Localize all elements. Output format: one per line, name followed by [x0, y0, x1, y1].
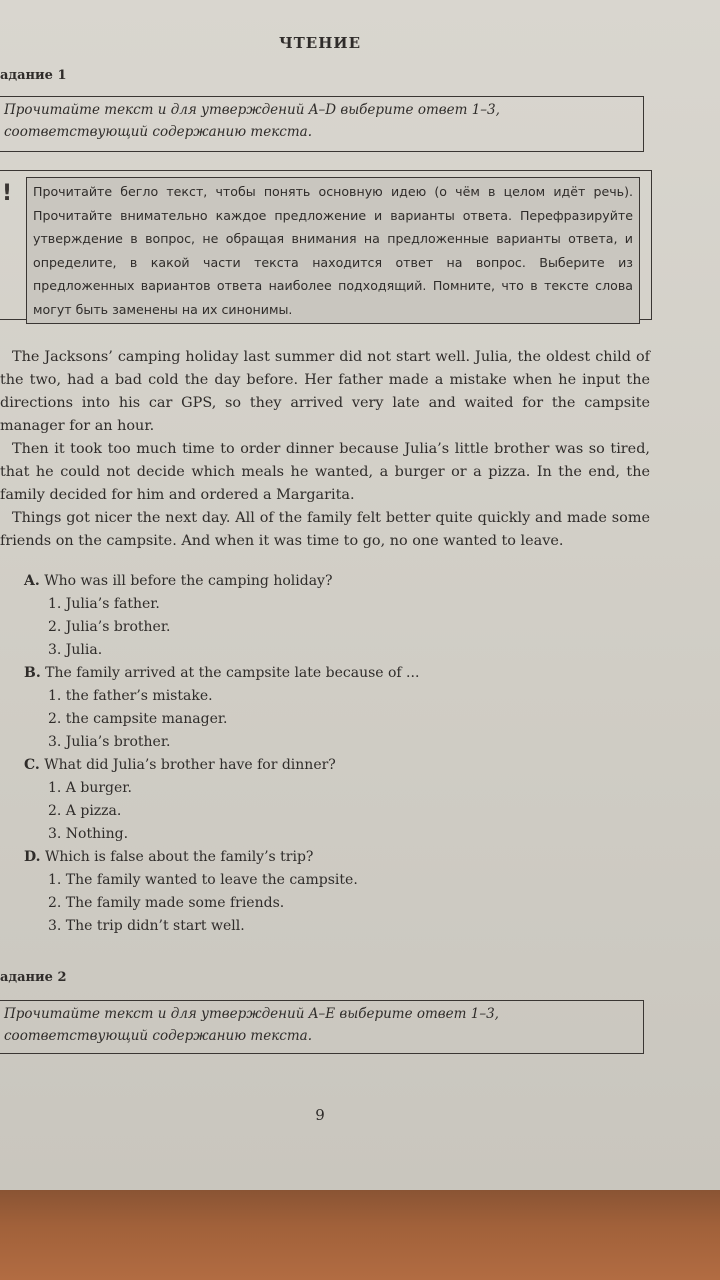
table-surface	[0, 1190, 720, 1280]
question	[24, 754, 624, 777]
tip-box	[0, 170, 652, 320]
question	[24, 570, 624, 593]
question-text: What did Julia’s brother have for dinner?	[44, 757, 336, 773]
question-letter: A.	[24, 573, 40, 589]
story-paragraph: Things got nicer the next day. All of the family felt better quite quickly and made some friends on the campsite. And when it was time to go, no one wanted to leave.	[0, 510, 650, 549]
answer-option: 3. Julia’s brother.	[48, 734, 171, 750]
question-text: The family arrived at the campsite late because of ...	[45, 665, 420, 681]
answer-option: 1. The family wanted to leave the campsite.	[48, 872, 358, 888]
tip-text: Прочитайте бегло текст, чтобы понять основную идею (о чём в целом идёт речь). Прочитайте внимательно каждое предложение и варианты ответа. Перефразируйте утверждение в вопрос, не обращая внимания на предложенные варианты ответа, и определите, в какой части текста находится ответ на вопрос. Выберите из предложенных вариантов ответа наиболее подходящий. Помните, что в тексте слова могут быть заменены на их синонимы.	[26, 177, 640, 324]
task2-instruction-box	[0, 1000, 644, 1054]
question-text: Which is false about the family’s trip?	[44, 849, 314, 865]
answer-option: 2. the campsite manager.	[48, 711, 228, 727]
story-paragraph: Then it took too much time to order dinner because Julia’s little brother was so tired, that he could not decide which meals he wanted, a burger or a pizza. In the end, the family decided for him and ordered a Margarita.	[0, 441, 650, 503]
page-number: 9	[315, 1106, 325, 1124]
answer-option: 1. A burger.	[48, 780, 132, 796]
question-text: Who was ill before the camping holiday?	[44, 573, 333, 589]
task1-instruction: Прочитайте текст и для утверждений A–D выберите ответ 1–3, соответствующий содержанию текста.	[4, 102, 500, 140]
answer-option: 3. Julia.	[48, 642, 103, 658]
answer-option: 3. The trip didn’t start well.	[48, 918, 245, 934]
answer-option: 1. the father’s mistake.	[48, 688, 213, 704]
question	[24, 662, 624, 685]
reading-text	[0, 346, 650, 553]
task2-label: адание 2	[0, 970, 67, 985]
task1-label: адание 1	[0, 68, 67, 83]
question-list	[24, 570, 624, 938]
answer-option: 3. Nothing.	[48, 826, 129, 842]
answer-option: 2. Julia’s brother.	[48, 619, 171, 635]
answer-option: 2. A pizza.	[48, 803, 122, 819]
question-block	[24, 754, 624, 846]
question-letter: D.	[24, 849, 41, 865]
question-block	[24, 662, 624, 754]
section-title: ЧТЕНИЕ	[278, 34, 362, 52]
question-letter: B.	[24, 665, 41, 681]
question-block	[24, 846, 624, 938]
answer-option: 2. The family made some friends.	[48, 895, 285, 911]
task1-instruction-box	[0, 96, 644, 152]
question-block	[24, 570, 624, 662]
question	[24, 846, 624, 869]
story-paragraph: The Jacksons’ camping holiday last summer did not start well. Julia, the oldest child of the two, had a bad cold the day before. Her father made a mistake when he input the directions into his car GPS, so they arrived very late and waited for the campsite manager for an hour.	[0, 349, 650, 434]
answer-option: 1. Julia’s father.	[48, 596, 160, 612]
question-letter: C.	[24, 757, 40, 773]
exclamation-icon: !	[2, 181, 13, 206]
task2-instruction: Прочитайте текст и для утверждений A–E выберите ответ 1–3, соответствующий содержанию текста.	[4, 1006, 499, 1044]
